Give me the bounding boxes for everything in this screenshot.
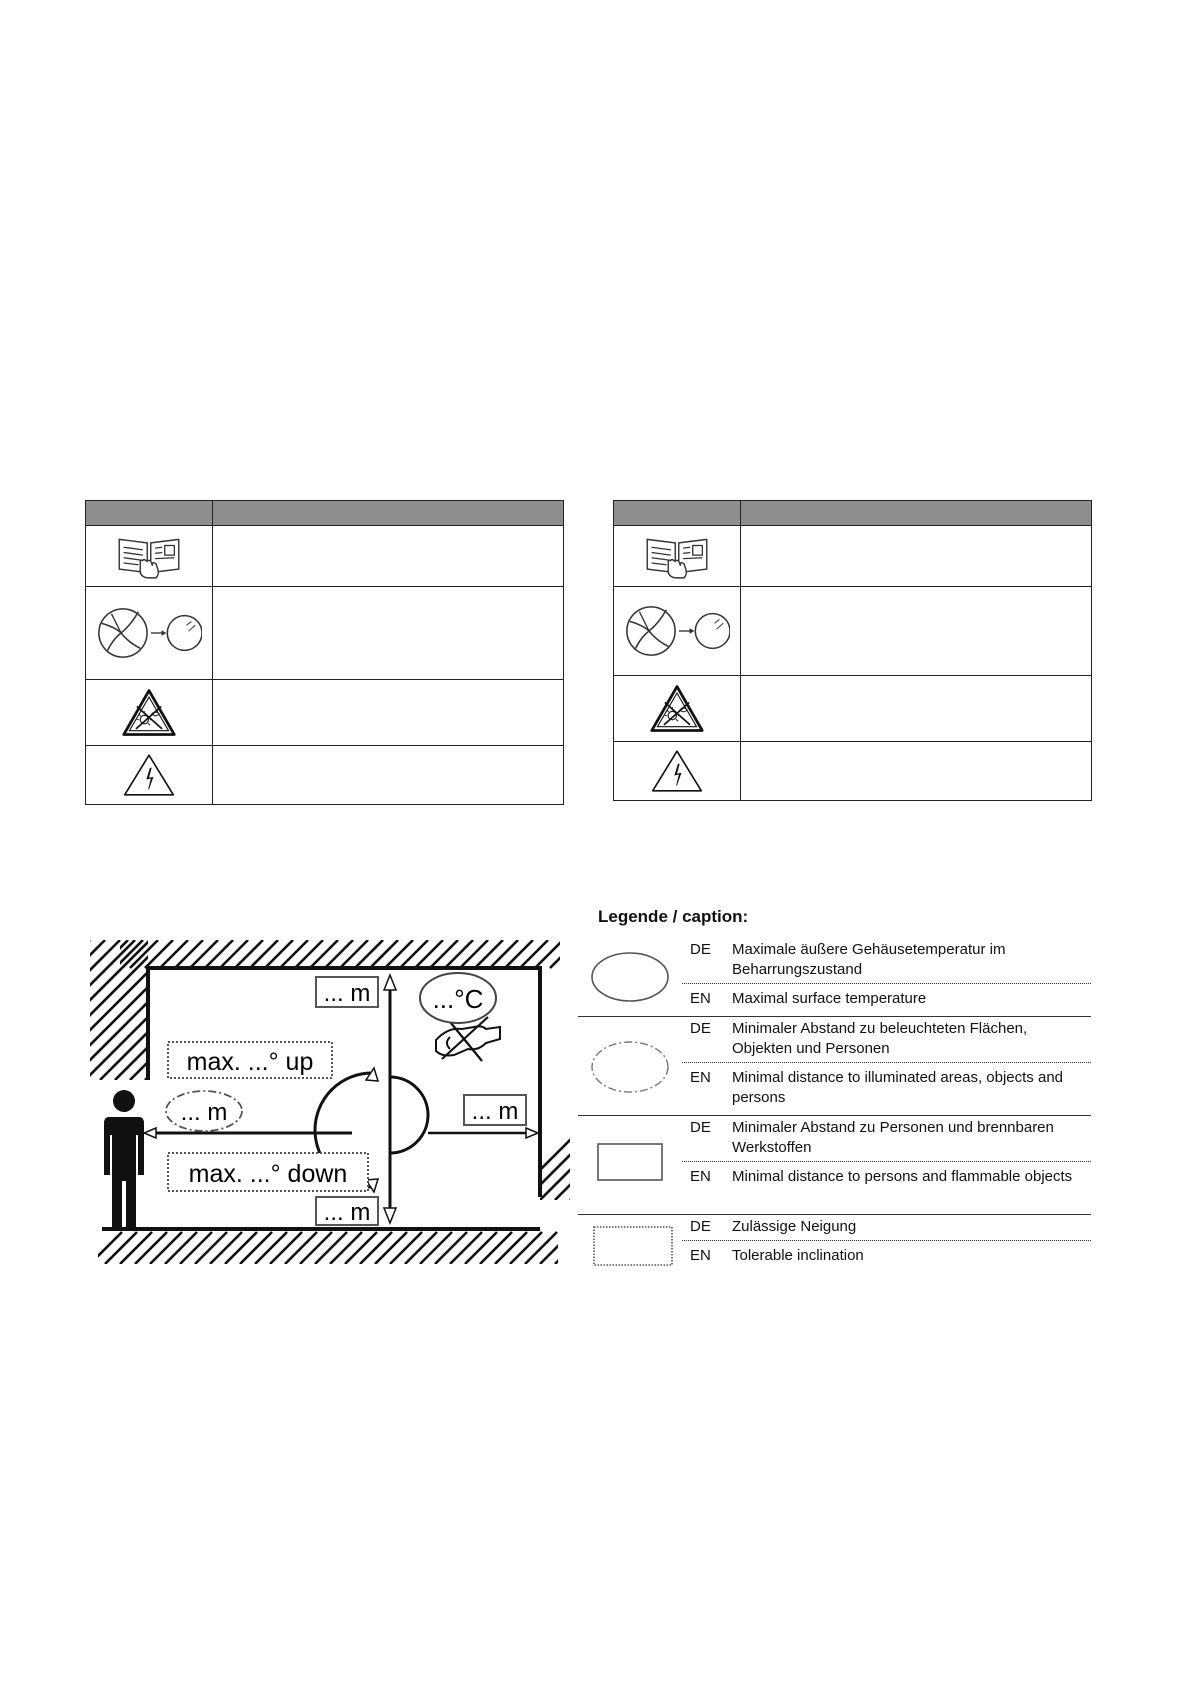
hatch-line: [375, 1232, 407, 1264]
hatch-line: [135, 1232, 167, 1264]
person-distance-label: ... m: [180, 1099, 228, 1126]
row-text: [213, 587, 564, 680]
hatch-line: [150, 1232, 182, 1264]
read-manual-icon: [114, 533, 184, 579]
row-text: [741, 742, 1092, 801]
do-not-look-into-light-icon: [649, 683, 705, 735]
bottom-distance-label: ... m: [323, 1199, 371, 1226]
hatch-line: [160, 940, 188, 968]
table-row: [614, 587, 1092, 676]
hatch-line: [225, 1232, 257, 1264]
table-row: [614, 676, 1092, 742]
row-text: [741, 587, 1092, 676]
lamp-housing: [390, 1077, 428, 1153]
hatch-line: [180, 1232, 212, 1264]
legend-text-de: Maximale äußere Gehäusetemperatur im Beharrungszustand: [732, 941, 1006, 978]
header-cell-description: [741, 501, 1092, 526]
table-row: [614, 526, 1092, 587]
legend-entry-person-distance: [578, 1116, 1091, 1215]
table-row: [86, 746, 564, 805]
hatch-line: [120, 1232, 152, 1264]
legend-text-en: Minimal distance to persons and flammable objects: [732, 1168, 1073, 1185]
hatch-line: [385, 940, 413, 968]
hatch-line: [520, 940, 548, 968]
hatch-line: [250, 940, 278, 968]
hatch-line: [310, 940, 338, 968]
hatch-line: [315, 1232, 347, 1264]
header-cell-description: [213, 501, 564, 526]
hatch-line: [220, 940, 248, 968]
hatch-line: [505, 940, 533, 968]
hatch-line: [195, 1232, 227, 1264]
row-text: [741, 526, 1092, 587]
lang-code: DE: [690, 1020, 711, 1037]
hatch-line: [480, 1232, 512, 1264]
hatch-line: [240, 1232, 272, 1264]
hatch-line: [285, 1232, 317, 1264]
hatch-line: [205, 940, 233, 968]
legend-entry-illuminated-distance: [578, 1017, 1091, 1116]
row-text: [741, 676, 1092, 742]
hatch-line: [490, 940, 518, 968]
hatch-line: [465, 1232, 497, 1264]
person-silhouette-icon: [104, 1090, 144, 1227]
hatch-line: [525, 1232, 557, 1264]
do-not-look-into-light-icon: [121, 687, 177, 739]
table-row: [86, 680, 564, 746]
legend-title: Legende / caption:: [598, 907, 749, 926]
row-text: [213, 746, 564, 805]
hatch-line: [415, 940, 443, 968]
hatch-line: [475, 940, 503, 968]
hatch-line: [270, 1232, 302, 1264]
electric-hazard-icon: [122, 752, 176, 798]
legend-text-de: Zulässige Neigung: [732, 1218, 857, 1235]
hatch-line: [145, 940, 173, 968]
hatch-line: [420, 1232, 452, 1264]
hatch-line: [370, 940, 398, 968]
hatch-line: [210, 1232, 242, 1264]
table-row: [614, 742, 1092, 801]
temperature-label: ...°C: [432, 984, 484, 1014]
read-manual-icon: [642, 533, 712, 579]
legend-entry-temperature: [578, 938, 1091, 1017]
lang-code: DE: [690, 941, 711, 958]
hatch-line: [390, 1232, 422, 1264]
hatch-line: [340, 940, 368, 968]
legend: [578, 906, 1091, 1275]
dotted-rectangle-symbol: [592, 1225, 676, 1269]
replace-broken-lens-icon: [624, 602, 730, 660]
hatch-line: [105, 1232, 137, 1264]
hatch-line: [265, 940, 293, 968]
legend-text-en: Maximal surface temperature: [732, 990, 927, 1007]
hatch-line: [460, 940, 488, 968]
lang-code: DE: [690, 1218, 711, 1235]
solid-ellipse-symbol: [588, 950, 672, 1004]
solid-rectangle-symbol: [596, 1142, 666, 1184]
lang-code: EN: [690, 1247, 711, 1264]
row-text: [213, 680, 564, 746]
do-not-touch-hand-icon: [436, 1017, 500, 1061]
replace-broken-lens-icon: [96, 604, 202, 662]
hatch-line: [235, 940, 263, 968]
tilt-down-label: max. ...° down: [188, 1160, 348, 1188]
table-row: [86, 587, 564, 680]
legend-text-en: Tolerable inclination: [732, 1247, 864, 1264]
legend-text-de: Minimaler Abstand zu beleuchteten Flächen, Objekten und Personen: [732, 1020, 1028, 1057]
lang-code: DE: [690, 1119, 711, 1136]
hatch-line: [445, 940, 473, 968]
electric-hazard-icon: [650, 748, 704, 794]
hatch-line: [255, 1232, 287, 1264]
hatch-line: [90, 1232, 122, 1264]
hatch-line: [495, 1232, 527, 1264]
hatch-line: [165, 1232, 197, 1264]
hatch-line: [435, 1232, 467, 1264]
lang-code: EN: [690, 990, 711, 1007]
tilt-up-label: max. ...° up: [186, 1048, 314, 1076]
installation-distance-diagram: [90, 925, 570, 1265]
hatch-line: [405, 1232, 437, 1264]
hatch-line: [300, 1232, 332, 1264]
table-header: [614, 501, 1092, 526]
hatch-line: [355, 940, 383, 968]
right-distance-label: ... m: [471, 1098, 519, 1125]
symbol-table-left: [85, 500, 564, 805]
hatch-line: [535, 940, 563, 968]
header-cell-symbol: [614, 501, 741, 526]
hatch-line: [450, 1232, 482, 1264]
hatch-line: [540, 1232, 570, 1264]
hatch-line: [330, 1232, 362, 1264]
hatch-line: [510, 1232, 542, 1264]
header-cell-symbol: [86, 501, 213, 526]
hatch-line: [175, 940, 203, 968]
table-header: [86, 501, 564, 526]
hatch-line: [345, 1232, 377, 1264]
floor-hatching: [90, 1232, 570, 1264]
hatch-line: [400, 940, 428, 968]
dashdot-ellipse-symbol: [588, 1039, 672, 1095]
hatch-line: [430, 940, 458, 968]
hatch-line: [325, 940, 353, 968]
lang-code: EN: [690, 1168, 711, 1185]
hatch-line: [360, 1232, 392, 1264]
hatch-line: [190, 940, 218, 968]
hatch-line: [280, 940, 308, 968]
legend-text-de: Minimaler Abstand zu Personen und brennbaren Werkstoffen: [732, 1119, 1054, 1156]
row-text: [213, 526, 564, 587]
table-row: [86, 526, 564, 587]
lang-code: EN: [690, 1069, 711, 1086]
legend-entry-inclination: [578, 1215, 1091, 1275]
wall-hatching-top: [100, 940, 570, 968]
hatch-line: [295, 940, 323, 968]
legend-text-en: Minimal distance to illuminated areas, objects and persons: [732, 1069, 1064, 1106]
symbol-table-right: [613, 500, 1092, 801]
top-distance-label: ... m: [323, 980, 371, 1007]
